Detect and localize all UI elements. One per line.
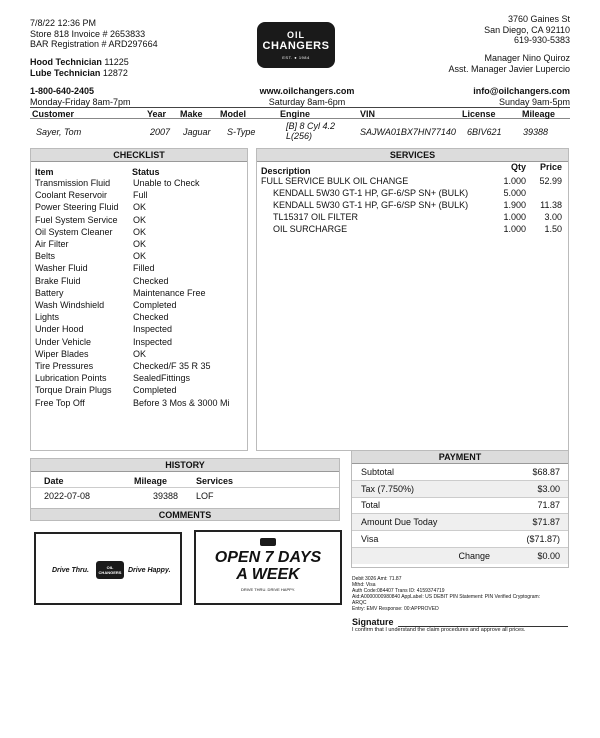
vehicle-make: Jaguar — [183, 127, 211, 137]
signature-text: I confirm that I understand the claim procedures and approve all prices. — [352, 627, 526, 633]
ad-logo-line1: OIL — [106, 565, 114, 570]
checklist-col-status: Status — [132, 167, 160, 177]
checklist-status: Completed — [133, 385, 177, 396]
card-info — [352, 576, 572, 612]
signature-label: Signature — [352, 617, 394, 627]
checklist-item: Brake Fluid — [35, 275, 81, 286]
history-col-date: Date — [44, 476, 64, 486]
logo-line2: CHANGERS — [262, 40, 330, 52]
checklist-item: Lubrication Points — [35, 373, 107, 384]
payment-label: Amount Due Today — [361, 517, 438, 528]
checklist-item: Free Top Off — [35, 397, 85, 408]
checklist-status: Maintenance Free — [133, 287, 206, 298]
service-description: KENDALL 5W30 GT-1 HP, GF-6/SP SN+ (BULK) — [273, 200, 469, 210]
payment-label: Total — [361, 500, 381, 511]
sunday-hours: Sunday 9am-5pm — [498, 96, 570, 107]
card-line2: Mthd: Visa — [352, 582, 376, 588]
payment-label: Subtotal — [361, 467, 395, 477]
checklist-status: OK — [133, 226, 147, 237]
saturday-hours: Saturday 8am-6pm — [268, 96, 346, 107]
ad-open-sub: DRIVE THRU. DRIVE HAPPY. — [240, 587, 296, 592]
ad-open-text — [196, 549, 340, 583]
card-line5: ARQC — [352, 600, 367, 606]
ad-mini-logo — [260, 538, 276, 546]
history-col-mileage: Mileage — [134, 476, 168, 486]
customer-values — [30, 120, 570, 146]
phone-number: 1-800-640-2405 — [30, 86, 95, 96]
payment-value: $0.00 — [537, 550, 560, 561]
website: www.oilchangers.com — [259, 86, 355, 96]
col-vin: VIN — [360, 109, 376, 119]
vehicle-year: 2007 — [150, 127, 171, 137]
card-line4: Aid:A0000000980840 AppLabel: US DEBIT PIN Statement: PIN Verified Cryptogram: — [352, 594, 541, 600]
checklist-item: Wash Windshield — [35, 300, 105, 310]
bar-registration: BAR Registration # ARD297664 — [30, 39, 158, 49]
management — [448, 53, 570, 74]
logo-line1: OIL — [287, 30, 305, 40]
checklist-status: Checked — [133, 275, 169, 286]
checklist-item: Under Hood — [35, 324, 84, 335]
contact-email — [473, 86, 570, 107]
checklist-item: Torque Drain Plugs — [35, 385, 112, 396]
contact-phone — [30, 86, 131, 107]
service-price: 11.38 — [540, 200, 562, 210]
address-phone: 619-930-5383 — [513, 35, 570, 45]
history-title: HISTORY — [31, 459, 339, 472]
service-qty: 1.000 — [503, 212, 526, 222]
services-col-qty: Qty — [510, 162, 526, 172]
oil-changers-logo — [257, 22, 335, 68]
history-col-services: Services — [196, 476, 234, 486]
weekday-hours: Monday-Friday 8am-7pm — [30, 96, 131, 107]
card-line6: Entry: EMV Response: 00:APPROVED — [352, 606, 439, 612]
col-make: Make — [180, 109, 203, 119]
checklist-title: CHECKLIST — [31, 149, 247, 162]
engine-line1: [B] 8 Cyl 4.2 — [286, 121, 336, 131]
checklist-item: Belts — [35, 251, 56, 262]
checklist-status: Completed — [133, 300, 177, 310]
checklist-item: Power Steering Fluid — [35, 202, 119, 213]
checklist-item: Washer Fluid — [35, 263, 88, 274]
asst-manager: Asst. Manager Javier Lupercio — [448, 63, 570, 74]
service-qty: 5.000 — [503, 188, 526, 198]
address-line2: San Diego, CA 92110 — [484, 24, 570, 35]
lube-tech-label: Lube Technician — [30, 67, 101, 78]
payment-value: 71.87 — [537, 500, 560, 511]
service-description: KENDALL 5W30 GT-1 HP, GF-6/SP SN+ (BULK) — [273, 188, 469, 198]
service-price: 3.00 — [544, 212, 562, 222]
checklist-status: Inspected — [133, 336, 173, 347]
ad-logo — [96, 561, 124, 579]
open-7-days-ad — [194, 530, 342, 605]
service-description: OIL SURCHARGE — [273, 224, 348, 234]
ad-open-line1: OPEN 7 DAYS — [214, 549, 322, 566]
col-engine: Engine — [280, 109, 311, 119]
checklist-status: Unable to Check — [133, 178, 200, 188]
checklist-status: Filled — [133, 263, 155, 274]
vehicle-engine — [286, 121, 335, 141]
ad-text-drive-thru: Drive Thru. — [52, 567, 89, 574]
col-year: Year — [147, 109, 167, 119]
checklist-item: Battery — [35, 287, 64, 298]
checklist-status: Before 3 Mos & 3000 Mi — [133, 397, 230, 408]
ad-logo-line2: CHANGERS — [98, 570, 122, 575]
checklist-status: Checked/F 35 R 35 — [133, 361, 211, 371]
vehicle-mileage: 39388 — [523, 127, 549, 137]
checklist-item: Transmission Fluid — [35, 178, 111, 188]
store-address — [484, 14, 570, 46]
service-qty: 1.000 — [503, 176, 526, 186]
service-qty: 1.900 — [503, 200, 526, 210]
payment-value: $68.87 — [532, 467, 560, 477]
manager: Manager Nino Quiroz — [484, 53, 570, 63]
services-col-price: Price — [539, 162, 562, 172]
checklist-item: Oil System Cleaner — [35, 226, 113, 237]
history-divider — [31, 487, 339, 488]
col-customer: Customer — [32, 109, 75, 119]
checklist-item: Lights — [35, 312, 60, 323]
history-date: 2022-07-08 — [44, 491, 91, 501]
service-price: 52.99 — [539, 176, 562, 186]
logo-line3: EST. ● 1984 — [282, 55, 310, 60]
store-invoice: Store 818 Invoice # 2653833 — [30, 28, 146, 39]
comments-title: COMMENTS — [30, 508, 340, 521]
email: info@oilchangers.com — [473, 86, 570, 96]
drive-thru-ad — [34, 532, 182, 605]
payment-value: $3.00 — [537, 483, 560, 494]
payment-label: Tax (7.750%) — [361, 483, 415, 494]
hood-tech-id: 11225 — [104, 57, 129, 67]
payment-title: PAYMENT — [352, 451, 568, 464]
payment-label: Visa — [361, 533, 379, 544]
col-model: Model — [220, 109, 246, 119]
engine-line2: L(256) — [286, 131, 313, 141]
checklist-status: OK — [133, 251, 147, 262]
vehicle-vin: SAJWA01BX7HN77140 — [360, 127, 456, 137]
checklist-item: Tire Pressures — [35, 361, 94, 371]
lube-tech-id: 12872 — [102, 67, 128, 78]
col-mileage: Mileage — [522, 109, 556, 119]
checklist-status: OK — [133, 202, 147, 213]
store-info — [30, 18, 158, 50]
checklist-item: Wiper Blades — [35, 348, 89, 359]
vehicle-license: 6BIV621 — [467, 127, 502, 137]
date-time: 7/8/22 12:36 PM — [30, 18, 97, 28]
checklist-item: Fuel System Service — [35, 214, 118, 225]
customer-name: Sayer, Tom — [36, 127, 82, 137]
checklist-item: Coolant Reservoir — [35, 190, 108, 201]
services-col-desc: Description — [261, 166, 311, 176]
ad-text-drive-happy: Drive Happy. — [128, 567, 171, 574]
service-price: 1.50 — [544, 224, 562, 234]
address-line1: 3760 Gaines St — [507, 14, 570, 24]
checklist-status: SealedFittings — [133, 373, 191, 384]
contact-web — [257, 86, 357, 107]
payment-label: Change — [458, 550, 490, 561]
payment-value: ($71.87) — [526, 533, 560, 544]
card-line3: Auth Code:084407 Trans ID: 4159374719 — [352, 588, 445, 594]
col-license: License — [462, 109, 496, 119]
checklist-status: Inspected — [133, 324, 173, 335]
payment-value: $71.87 — [532, 517, 560, 528]
checklist-item: Air Filter — [35, 239, 69, 249]
history-mileage: 39388 — [152, 491, 178, 501]
checklist-col-item: Item — [35, 167, 54, 177]
checklist-status: Full — [133, 190, 148, 201]
customer-header — [30, 107, 570, 119]
checklist-status: Checked — [133, 312, 169, 323]
service-description: FULL SERVICE BULK OIL CHANGE — [261, 176, 409, 186]
ad-open-line2: A WEEK — [236, 566, 300, 583]
service-description: TL15317 OIL FILTER — [273, 212, 359, 222]
checklist-status: OK — [133, 348, 147, 359]
technicians — [30, 57, 129, 78]
history-services: LOF — [196, 491, 214, 501]
services-title: SERVICES — [257, 149, 568, 162]
hood-tech-label: Hood Technician — [30, 57, 102, 67]
checklist-status: OK — [133, 239, 147, 249]
checklist-item: Under Vehicle — [35, 336, 92, 347]
vehicle-model: S-Type — [227, 127, 256, 137]
checklist-status: OK — [133, 214, 147, 225]
card-line1: Debit 3026 Amt: 71.87 — [352, 576, 402, 582]
service-qty: 1.000 — [503, 224, 526, 234]
